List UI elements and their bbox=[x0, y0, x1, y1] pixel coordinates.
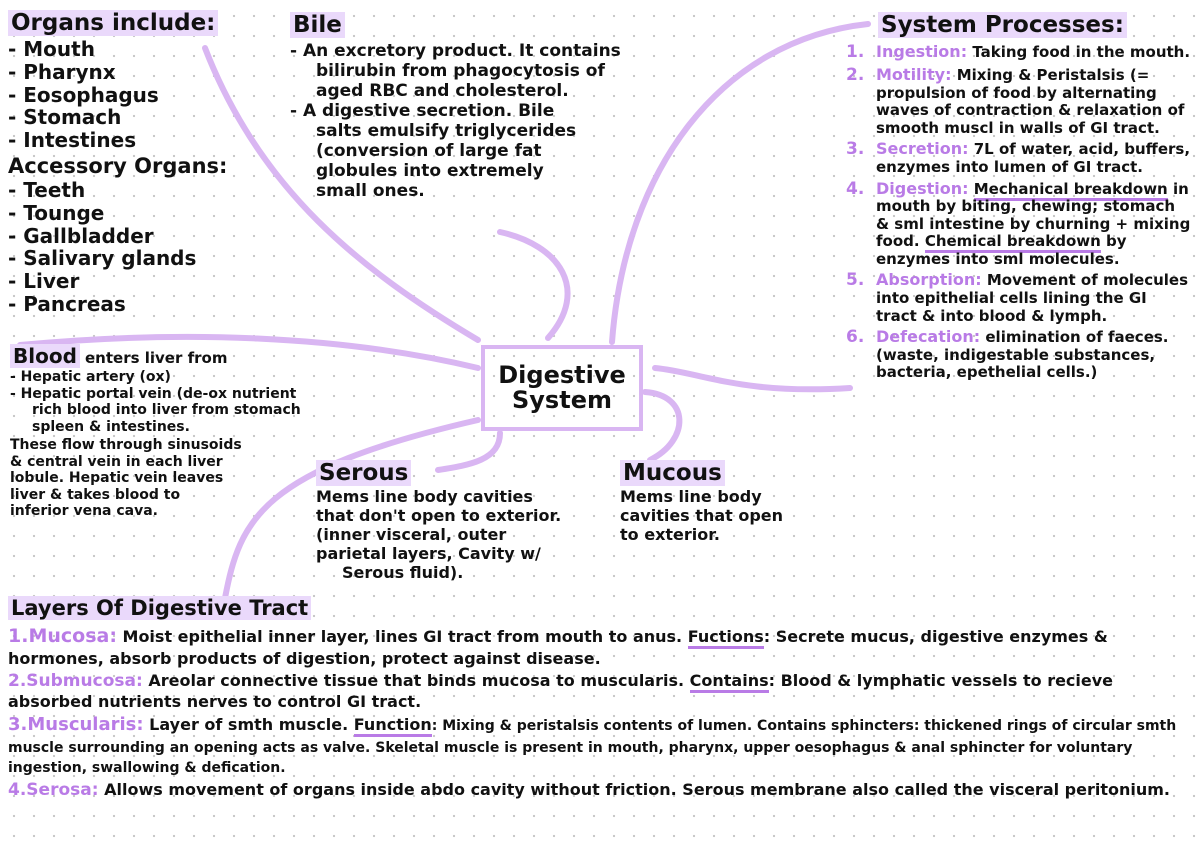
blood-line: lobule. Hepatic vein leaves bbox=[10, 470, 224, 487]
processes-section bbox=[846, 14, 1191, 385]
bile-line: small ones. bbox=[316, 181, 425, 202]
organ-item: - Intestines bbox=[8, 128, 137, 153]
layer-item bbox=[8, 714, 1192, 778]
blood-line: - Hepatic artery (ox) bbox=[10, 369, 171, 385]
blood-line: inferior vena cava. bbox=[10, 503, 158, 520]
process-item bbox=[846, 180, 1191, 269]
layer-number: 2. bbox=[8, 670, 27, 691]
layer-name: Muscularis: bbox=[27, 714, 144, 735]
accessory-organ-item: - Liver bbox=[8, 269, 80, 294]
process-item bbox=[846, 66, 1191, 137]
blood-line: rich blood into liver from stomach bbox=[32, 402, 301, 419]
serous-section bbox=[316, 462, 606, 582]
blood-title-rest: enters liver from bbox=[85, 349, 228, 367]
process-item bbox=[846, 328, 1191, 382]
process-text: elimination of faeces. (waste, indigestable substances, bacteria, epethelial cells.) bbox=[876, 328, 1169, 382]
process-underlined-term: Mechanical breakdown bbox=[974, 180, 1168, 201]
bile-line: salts emulsify triglycerides bbox=[316, 121, 577, 142]
process-text: Movement of molecules into epithelial cells lining the GI tract & into blood & lymph. bbox=[876, 271, 1189, 325]
process-number: 4. bbox=[846, 178, 865, 199]
layer-text: Allows movement of organs inside abdo cavity without friction. Serous membrane also called the visceral peritonium. bbox=[104, 779, 1170, 799]
layer-number: 1. bbox=[8, 625, 29, 647]
bile-title: Bile bbox=[290, 14, 660, 37]
process-item bbox=[846, 43, 1191, 63]
process-text: in mouth by biting, chewing; stomach & sml intestine by churning + mixing food. bbox=[876, 179, 1191, 251]
mucous-line: to exterior. bbox=[620, 524, 720, 544]
process-text: Mixing & Peristalsis (= propulsion of food by alternating waves of contraction & relaxation of smooth muscl in walls of GI tract. bbox=[876, 65, 1185, 137]
connector-mucous bbox=[645, 392, 679, 460]
organs-section bbox=[8, 12, 248, 316]
layer-text: Moist epithelial inner layer, lines GI tract from mouth to anus. bbox=[122, 627, 683, 646]
process-number: 3. bbox=[846, 139, 865, 160]
mucous-line: Mems line body bbox=[620, 487, 762, 506]
layer-item bbox=[8, 780, 1192, 801]
process-name: Motility: bbox=[876, 64, 952, 84]
organ-item: - Eosophagus bbox=[8, 82, 159, 107]
blood-title: Blood bbox=[10, 344, 80, 368]
accessory-organ-item: - Gallbladder bbox=[8, 223, 154, 248]
process-name: Absorption: bbox=[876, 270, 982, 290]
organ-item: - Pharynx bbox=[8, 59, 116, 84]
process-name: Secretion: bbox=[876, 139, 969, 159]
organ-item: - Mouth bbox=[8, 37, 95, 61]
process-text: 7L of water, acid, buffers, enzymes into lumen of GI tract. bbox=[876, 140, 1191, 176]
blood-line: liver & takes blood to bbox=[10, 486, 181, 503]
blood-line: - Hepatic portal vein (de-ox nutrient bbox=[10, 385, 297, 402]
layer-number: 3. bbox=[8, 714, 28, 735]
bile-line: globules into extremely bbox=[316, 161, 544, 182]
serous-title: Serous bbox=[316, 462, 606, 485]
serous-line: Mems line body cavities bbox=[316, 487, 533, 506]
mucous-line: cavities that open bbox=[620, 505, 784, 525]
organs-title: Organs include: bbox=[8, 12, 248, 35]
accessory-organ-item: - Teeth bbox=[8, 177, 86, 202]
connector-bile bbox=[500, 232, 568, 338]
accessory-organs-title: Accessory Organs: bbox=[8, 153, 228, 178]
layer-label: Contains bbox=[690, 671, 769, 693]
layer-text: Areolar connective tissue that binds mucosa to muscularis. bbox=[148, 670, 685, 690]
serous-line: Serous fluid). bbox=[342, 562, 464, 582]
organs-list bbox=[8, 38, 248, 152]
blood-line: spleen & intestines. bbox=[32, 418, 190, 435]
process-text: Taking food in the mouth. bbox=[972, 43, 1191, 61]
layer-text: : Mixing & peristalsis contents of lumen. Contains sphincters: thickened rings of circular smth muscle surrounding an opening acts as valve. Skeletal muscle is present in mouth, pharynx, upper oesophagus & anal sphincter for voluntary ingestion, swallowing & defication. bbox=[8, 718, 1177, 776]
connector-processes-bottom bbox=[655, 368, 850, 389]
layer-text: : Secrete mucus, digestive enzymes & hormones, absorb products of digestion, protect against disease. bbox=[8, 627, 1108, 668]
layer-name: Serosa: bbox=[26, 779, 99, 800]
process-underlined-term: Chemical breakdown bbox=[925, 232, 1101, 253]
process-name: Ingestion: bbox=[876, 42, 968, 61]
accessory-organs-list bbox=[8, 179, 248, 316]
accessory-organ-item: - Pancreas bbox=[8, 291, 126, 316]
bile-line: - An excretory product. It contains bbox=[290, 41, 621, 61]
bile-line: bilirubin from phagocytosis of bbox=[316, 61, 605, 82]
serous-line: that don't open to exterior. bbox=[316, 505, 562, 525]
center-title-line1: Digestive bbox=[498, 360, 626, 389]
layer-label: Fuctions bbox=[688, 627, 764, 649]
layer-item bbox=[8, 625, 1192, 669]
process-number: 5. bbox=[846, 270, 865, 291]
serous-line: parietal layers, Cavity w/ bbox=[316, 543, 541, 563]
process-name: Defecation: bbox=[876, 327, 981, 347]
blood-title-row bbox=[10, 346, 370, 367]
layer-number: 4. bbox=[8, 779, 27, 800]
center-title-line2: System bbox=[512, 386, 612, 414]
blood-line: & central vein in each liver bbox=[10, 453, 223, 470]
bile-line: - A digestive secretion. Bile bbox=[290, 101, 555, 122]
process-name: Digestion: bbox=[876, 178, 969, 198]
blood-line: These flow through sinusoids bbox=[10, 437, 242, 454]
mucous-section bbox=[620, 462, 830, 545]
layers-title: Layers Of Digestive Tract bbox=[8, 598, 1192, 619]
process-item bbox=[846, 140, 1191, 176]
bile-line: aged RBC and cholesterol. bbox=[316, 81, 569, 102]
layer-item bbox=[8, 671, 1192, 712]
layer-name: Submucosa: bbox=[26, 670, 143, 691]
mucous-title: Mucous bbox=[620, 462, 830, 485]
center-topic-box bbox=[481, 345, 643, 431]
processes-title: System Processes: bbox=[878, 14, 1191, 37]
process-item bbox=[846, 271, 1191, 325]
process-number: 2. bbox=[846, 64, 865, 85]
process-text: by enzymes into sml molecules. bbox=[876, 232, 1127, 268]
process-number: 6. bbox=[846, 327, 865, 348]
layer-text: : Blood & lymphatic vessels to recieve absorbed nutrients nerves to control GI tract. bbox=[8, 670, 1114, 711]
organ-item: - Stomach bbox=[8, 105, 122, 130]
serous-line: (inner visceral, outer bbox=[316, 524, 507, 544]
bile-section bbox=[290, 14, 660, 201]
accessory-organ-item: - Salivary glands bbox=[8, 246, 197, 271]
bile-line: (conversion of large fat bbox=[316, 141, 542, 162]
layer-text: Layer of smth muscle. bbox=[149, 715, 349, 734]
layer-label: Function bbox=[354, 715, 432, 737]
accessory-organ-item: - Tounge bbox=[8, 200, 105, 225]
process-number: 1. bbox=[846, 42, 865, 62]
layer-name: Mucosa: bbox=[28, 625, 117, 647]
layers-section bbox=[8, 598, 1192, 803]
